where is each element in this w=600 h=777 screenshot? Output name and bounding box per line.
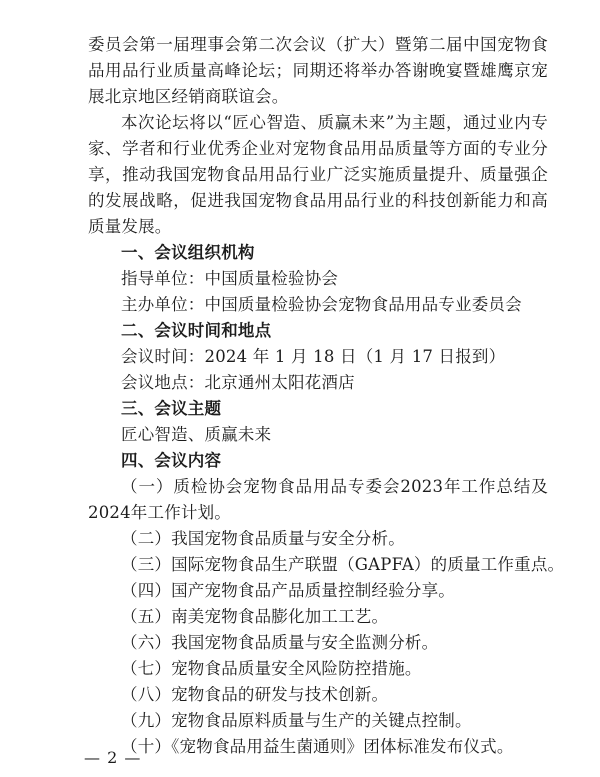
- content-item: （四）国产宠物食品产品质量控制经验分享。: [121, 581, 455, 600]
- section-4-heading: 四、会议内容: [121, 451, 222, 470]
- section-2-heading: 二、会议时间和地点: [121, 321, 272, 340]
- content-item: （七）宠物食品质量安全风险防控措施。: [121, 659, 422, 678]
- guidance-unit: 指导单位：中国质量检验协会: [121, 269, 339, 288]
- meeting-place: 会议地点：北京通州太阳花酒店: [121, 373, 355, 392]
- meeting-theme: 匠心智造、质赢未来: [121, 425, 272, 444]
- content-item: （八）宠物食品的研发与技术创新。: [121, 685, 389, 704]
- content-item: （九）宠物食品原料质量与生产的关键点控制。: [121, 711, 472, 730]
- intro-paragraph: 本次论坛将以“匠心智造、质赢未来”为主题，通过业内专家、学者和行业优秀企业对宠物食品用品质量等方面的专业分享，推动我国宠物食品用品行业广泛实施质量提升、质量强企的发展战略，促进我国宠物食品用品行业的科技创新能力和高质量发展。: [88, 113, 548, 236]
- page-number: — 2 —: [84, 748, 142, 767]
- intro-continuation: 委员会第一届理事会第二次会议（扩大）暨第二届中国宠物食品用品行业质量高峰论坛；同期还将举办答谢晚宴暨雄鹰京宠展北京地区经销商联谊会。: [88, 35, 548, 106]
- section-1-heading: 一、会议组织机构: [121, 243, 255, 262]
- section-3-heading: 三、会议主题: [121, 399, 222, 418]
- content-item: （三）国际宠物食品生产联盟（GAPFA）的质量工作重点。: [121, 555, 565, 574]
- content-item: （六）我国宠物食品质量与安全监测分析。: [121, 633, 439, 652]
- host-unit: 主办单位：中国质量检验协会宠物食品用品专业委员会: [121, 295, 522, 314]
- content-item: （二）我国宠物食品质量与安全分析。: [121, 529, 405, 548]
- content-item: （五）南美宠物食品膨化加工工艺。: [121, 607, 389, 626]
- content-item: （十）《宠物食品用益生菌通则》团体标准发布仪式。: [121, 737, 514, 756]
- content-item-1: （一）质检协会宠物食品用品专委会2023年工作总结及2024年工作计划。: [88, 477, 548, 522]
- meeting-time: 会议时间：2024 年 1 月 18 日（1 月 17 日报到）: [121, 347, 506, 366]
